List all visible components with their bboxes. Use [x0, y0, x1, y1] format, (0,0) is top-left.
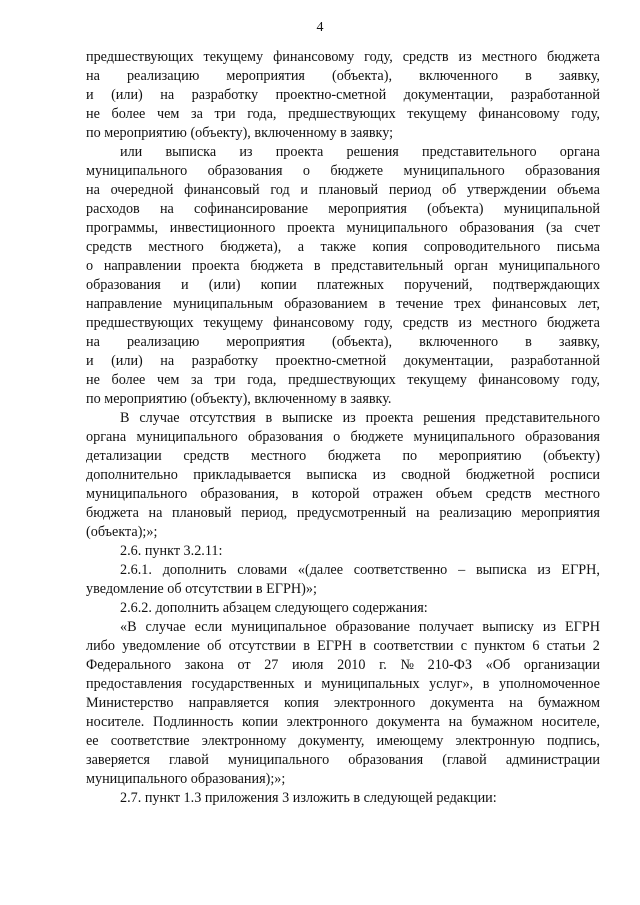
paragraph	[86, 409, 600, 542]
text-line: предшествующих текущему финансовому году, средств из местного бюджета	[86, 315, 600, 331]
text-line: либо уведомление об отсутствии в ЕГРН в соответствии с пунктом 6 статьи 2	[86, 638, 600, 654]
paragraph	[86, 599, 600, 618]
text-line: ее соответствие электронному документу, имеющему электронную подпись,	[86, 733, 600, 749]
text-line: 2.7. пункт 1.3 приложения 3 изложить в следующей редакции:	[120, 790, 497, 806]
text-line: детализации средств местного бюджета по мероприятию (объекту)	[86, 448, 600, 464]
page-number: 4	[316, 20, 324, 35]
paragraph	[86, 561, 600, 599]
text-line: 2.6.2. дополнить абзацем следующего содержания:	[120, 600, 428, 616]
text-line: муниципального образования о бюджете муниципального образования	[86, 163, 600, 179]
text-line: на очередной финансовый год и плановый период об утверждении объема	[86, 182, 600, 198]
text-line: предоставления государственных и муниципальных услуг», в уполномоченное	[86, 676, 600, 692]
text-line: образования и (или) копии платежных поручений, подтверждающих	[86, 277, 600, 293]
text-line: органа муниципального образования о бюджете муниципального образования	[86, 429, 600, 445]
text-line: и (или) на разработку проектно-сметной документации, разработанной	[86, 353, 600, 369]
text-line: муниципального образования);»;	[86, 771, 286, 787]
text-line: по мероприятию (объекту), включенному в заявку.	[86, 391, 392, 407]
text-line: муниципального образования, в которой отражен объем средств местного	[86, 486, 600, 502]
paragraph	[86, 618, 600, 789]
text-line: о направлении проекта бюджета в представительный орган муниципального	[86, 258, 600, 274]
text-line: «В случае если муниципальное образование получает выписку из ЕГРН	[120, 619, 600, 635]
text-line: или выписка из проекта решения представительного органа	[120, 144, 600, 160]
text-line: средств местного бюджета), а также копия сопроводительного письма	[86, 239, 600, 255]
text-line: (объекта);»;	[86, 524, 158, 540]
text-line: не более чем за три года, предшествующих текущему финансовому году,	[86, 372, 600, 388]
text-line: бюджета на плановый период, предусмотренный на реализацию мероприятия	[86, 505, 600, 521]
text-line: Министерство направляется копия электронного документа на бумажном	[86, 695, 600, 711]
paragraph	[86, 143, 600, 409]
text-line: 2.6. пункт 3.2.11:	[120, 543, 223, 559]
text-line: уведомление об отсутствии в ЕГРН)»;	[86, 581, 317, 597]
text-line: заверяется главой муниципального образования (главой администрации	[86, 752, 600, 768]
paragraph	[86, 48, 600, 143]
text-line: и (или) на разработку проектно-сметной документации, разработанной	[86, 87, 600, 103]
text-line: на реализацию мероприятия (объекта), включенного в заявку,	[86, 334, 600, 350]
text-line: Федерального закона от 27 июля 2010 г. № 210-ФЗ «Об организации	[86, 657, 600, 673]
text-line: расходов на софинансирование мероприятия (объекта) муниципальной	[86, 201, 600, 217]
paragraph	[86, 542, 600, 561]
text-line: не более чем за три года, предшествующих текущему финансовому году,	[86, 106, 600, 122]
paragraph	[86, 789, 600, 808]
text-line: носителе. Подлинность копии электронного документа на бумажном носителе,	[86, 714, 600, 730]
text-line: по мероприятию (объекту), включенному в заявку;	[86, 125, 394, 141]
text-line: 2.6.1. дополнить словами «(далее соответственно – выписка из ЕГРН,	[120, 562, 600, 578]
text-line: на реализацию мероприятия (объекта), включенного в заявку,	[86, 68, 600, 84]
text-line: программы, инвестиционного проекта муниципального образования (за счет	[86, 220, 600, 236]
text-line: предшествующих текущему финансовому году, средств из местного бюджета	[86, 49, 600, 65]
text-line: направление муниципальным образованием в течение трех финансовых лет,	[86, 296, 600, 312]
text-line: дополнительно прикладывается выписка из сводной бюджетной росписи	[86, 467, 600, 483]
text-line: В случае отсутствия в выписке из проекта решения представительного	[120, 410, 600, 426]
document-body	[86, 48, 600, 808]
